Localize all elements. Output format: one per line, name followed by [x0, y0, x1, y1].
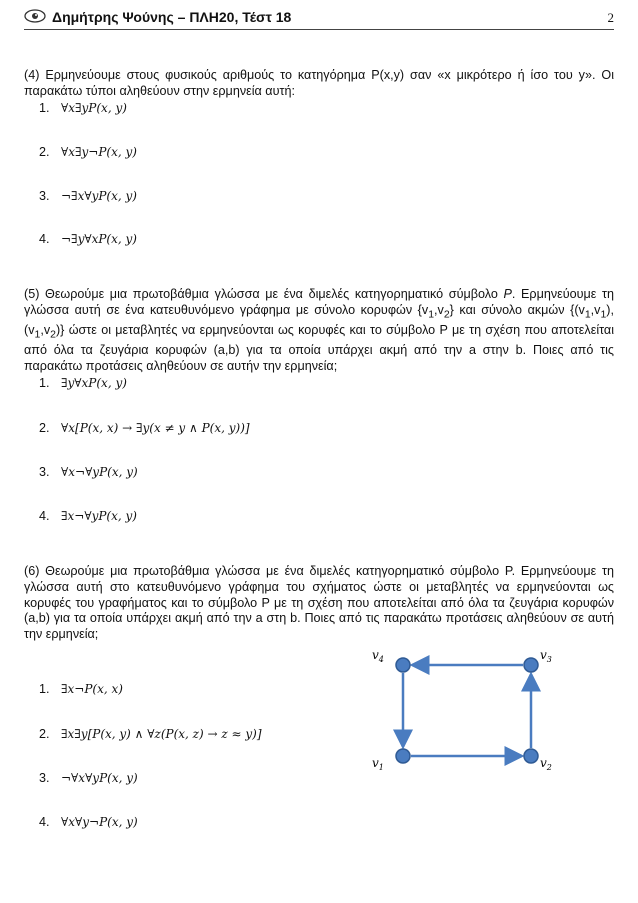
eye-logo-icon — [24, 8, 46, 24]
node-v3 — [524, 658, 538, 672]
q5-option-1: 1. ∃y∀xP(x, y) — [39, 376, 127, 390]
directed-graph — [368, 643, 568, 773]
header-divider — [24, 29, 614, 30]
q4-option-3: 3. ¬∃x∀yP(x, y) — [39, 189, 137, 203]
q5-option-4: 4. ∃x¬∀yP(x, y) — [39, 509, 137, 523]
q6-option-4: 4. ∀x∀y¬P(x, y) — [39, 815, 138, 829]
node-label-v3: $v_3$ — [540, 648, 552, 664]
q4-option-1: 1. ∀x∃yP(x, y) — [39, 101, 127, 115]
q4-option-4: 4. ¬∃y∀xP(x, y) — [39, 232, 137, 246]
header-title: Δημήτρης Ψούνης – ΠΛΗ20, Τέστ 18 — [52, 9, 292, 25]
node-v4 — [396, 658, 410, 672]
question-6-text: (6) Θεωρούμε μια πρωτοβάθμια γλώσσα με ένα διμελές κατηγορηματικό σύμβολο P. Ερμηνεύουμε τη γλώσσα αυτή στο κατευθυνόμενο γράφημα του σχήματος ώστε οι μεταβλητές να ερμηνεύονται ως κορυφές του γραφήματος και το σύμβολο P με τη σχέση που αποτελείται από όλα τα ζευγάρια κορυφών (a,b) για τα οποία υπάρχει ακμή από την a στη b. Ποιες από τις παρακάτω προτάσεις αληθεύουν σε αυτή την ερμηνεία; — [24, 564, 614, 642]
node-v2 — [524, 749, 538, 763]
node-label-v1: $v_1$ — [372, 756, 384, 772]
q6-option-2: 2. ∃x∃y[P(x, y) ∧ ∀z(P(x, z) → z ≈ y)] — [39, 727, 262, 741]
question-5-text: (5) Θεωρούμε μια πρωτοβάθμια γλώσσα με ένα διμελές κατηγορηματικό σύμβολο P. Ερμηνεύουμε τη γλώσσα αυτή σε ένα κατευθυνόμενο γράφημα με σύνολο κορυφών $\{v_1,v_2\}$ και σύνολο ακμών $\{(v_1,v_1),(v_1,v_2)\}$ ώστε οι μεταβλητές να ερμηνεύονται ως κορυφές και το σύμβολο P με τη σχέση που αποτελείται από όλα τα ζευγάρια κορυφών (a,b) για τα οποία υπάρχει ακμή από την a στην b. Ποιες από τις παρακάτω προτάσεις αληθεύουν σε αυτήν την ερμηνεία; — [24, 287, 614, 374]
q6-option-3: 3. ¬∀x∀yP(x, y) — [39, 771, 138, 785]
q6-option-1: 1. ∃x¬P(x, x) — [39, 682, 123, 696]
question-4-text: (4) Ερμηνεύουμε στους φυσικούς αριθμούς το κατηγόρημα P(x,y) σαν «x μικρότερο ή ίσο του y». Οι παρακάτω τύποι αληθεύουν στην ερμηνεία αυτή: — [24, 68, 614, 98]
page-header — [24, 7, 614, 29]
node-label-v4: $v_4$ — [372, 648, 384, 664]
q5-option-2: 2. ∀x[P(x, x) → ∃y(x ≠ y ∧ P(x, y))] — [39, 421, 250, 435]
page-number: 2 — [607, 10, 614, 25]
node-label-v2: $v_2$ — [540, 756, 552, 772]
node-v1 — [396, 749, 410, 763]
q4-option-2: 2. ∀x∃y¬P(x, y) — [39, 145, 137, 159]
q5-option-3: 3. ∀x¬∀yP(x, y) — [39, 465, 138, 479]
